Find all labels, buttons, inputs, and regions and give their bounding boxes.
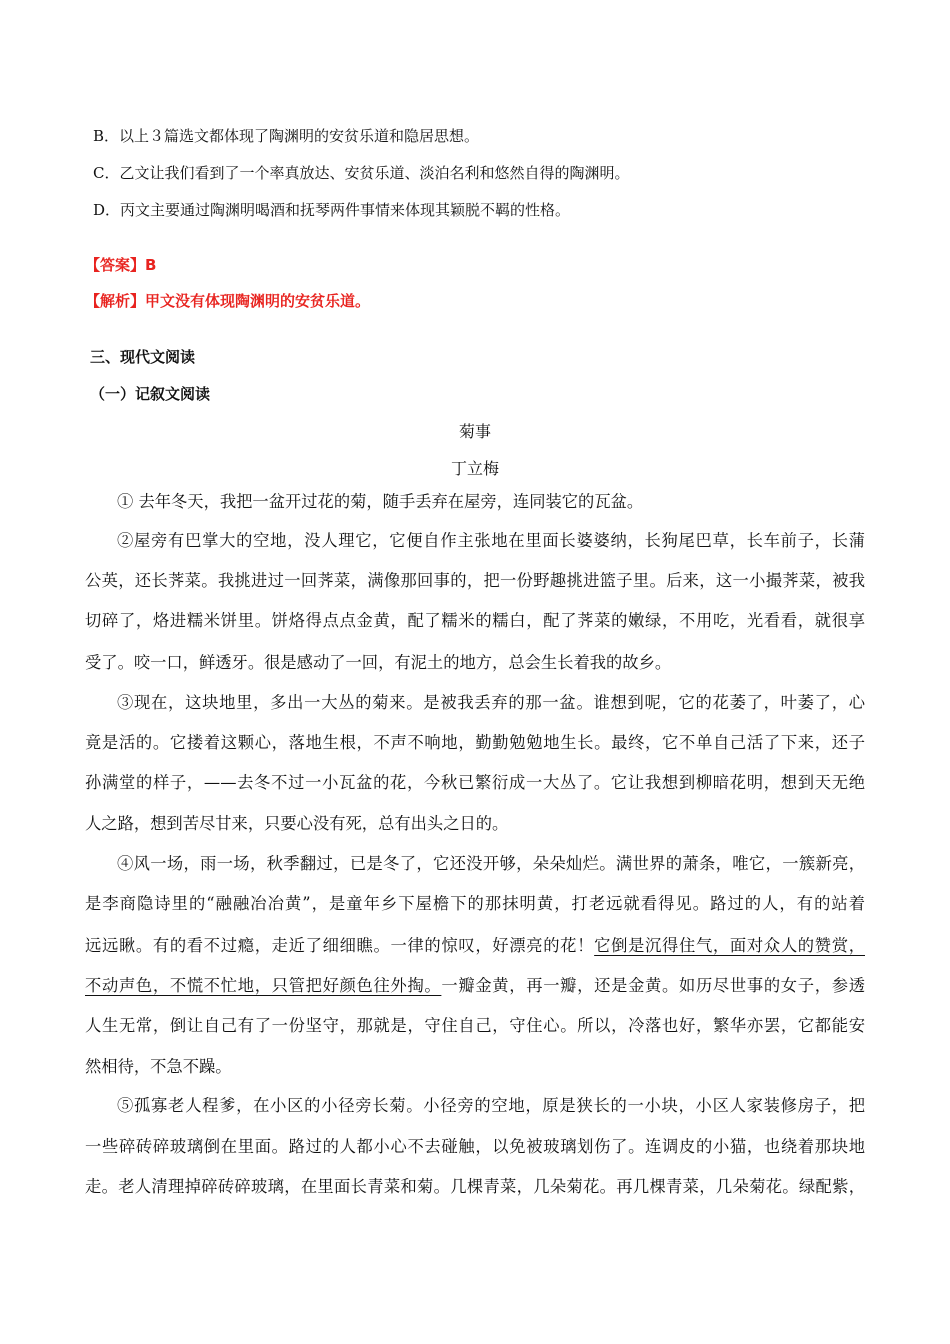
paragraph-line-with-underline xyxy=(85,935,865,957)
paragraph-line: ④风一场，雨一场，秋季翻过，已是冬了，它还没开够，朵朵灿烂。满世界的萧条，唯它，一簇新亮， xyxy=(117,854,865,873)
paragraph-line: 走。老人清理掉碎砖碎玻璃，在里面长青菜和菊。几棵青菜，几朵菊花。再几棵青菜，几朵菊花。绿配紫， xyxy=(85,1177,865,1196)
paragraph-line: 人之路，想到苦尽甘来，只要心没有死，总有出头之日的。 xyxy=(85,814,509,833)
option-c: C．乙文让我们看到了一个率真放达、安贫乐道、淡泊名利和悠然自得的陶渊明。 xyxy=(93,164,630,182)
paragraph-line: ③现在，这块地里，多出一大丛的菊来。是被我丢弃的那一盆。谁想到呢，它的花萎了，叶萎了，心 xyxy=(117,693,865,712)
analysis-label: 【解析】 xyxy=(85,292,146,310)
line-text: 一瓣金黄，再一瓣，还是金黄。如历尽世事的女子，参透 xyxy=(441,976,865,995)
paragraph-line: 是李商隐诗里的“融融冶冶黄”，是童年乡下屋檐下的那抹明黄，打老远就看得见。路过的人，有的站着 xyxy=(85,894,865,913)
answer-value: B xyxy=(145,256,157,274)
paragraph-line: ① 去年冬天，我把一盆开过花的菊，随手丢弃在屋旁，连同装它的瓦盆。 xyxy=(117,492,644,511)
paragraph-line: 孙满堂的样子，——去冬不过一小瓦盆的花，今秋已繁衍成一大丛了。它让我想到柳暗花明，想到天无绝 xyxy=(85,773,865,792)
article-title: 菊事 xyxy=(458,422,491,441)
paragraph-line-with-underline xyxy=(85,975,865,997)
paragraph-line: 一些碎砖碎玻璃倒在里面。路过的人都小心不去碰触，以免被玻璃划伤了。连调皮的小猫，也绕着那块地 xyxy=(85,1137,865,1156)
paragraph-line: 受了。咬一口，鲜透牙。很是感动了一回，有泥土的地方，总会生长着我的故乡。 xyxy=(85,653,672,672)
line-text: 远远瞅。有的看不过瘾，走近了细细瞧。一律的惊叹，好漂亮的花！ xyxy=(85,936,595,955)
paragraph-line: 公英，还长荠菜。我挑进过一回荠菜，满像那回事的，把一份野趣挑进篮子里。后来，这一小撮荠菜，被我 xyxy=(85,571,865,590)
option-d: D．丙文主要通过陶渊明喝酒和抚琴两件事情来体现其颖脱不羁的性格。 xyxy=(93,201,571,219)
analysis-line xyxy=(85,290,370,311)
analysis-text: 甲文没有体现陶渊明的安贫乐道。 xyxy=(145,292,371,310)
paragraph-line: ⑤孤寡老人程爹，在小区的小径旁长菊。小径旁的空地，原是狭长的一小块，小区人家装修房子，把 xyxy=(117,1096,865,1115)
paragraph-line: ②屋旁有巴掌大的空地，没人理它，它便自作主张地在里面长婆婆纳，长狗尾巴草，长车前子，长蒲 xyxy=(117,531,865,550)
underlined-sentence: 它倒是沉得住气，面对众人的赞赏， xyxy=(594,936,865,955)
underlined-sentence: 不动声色，不慌不忙地，只管把好颜色往外掏。 xyxy=(85,976,442,995)
answer-label: 【答案】 xyxy=(85,256,146,274)
paragraph-line: 切碎了，烙进糯米饼里。饼烙得点点金黄，配了糯米的糯白，配了荠菜的嫩绿，不用吃，光看看，就很享 xyxy=(85,611,865,630)
paragraph-line: 竟是活的。它搂着这颗心，落地生根，不声不响地，勤勤勉勉地生长。最终，它不单自己活了下来，还子 xyxy=(85,733,865,752)
section-subtitle: （一）记叙文阅读 xyxy=(90,385,211,403)
option-b: B．以上３篇选文都体现了陶渊明的安贫乐道和隐居思想。 xyxy=(93,127,480,145)
article-author: 丁立梅 xyxy=(450,459,499,478)
paragraph-line: 人生无常，倒让自己有了一份坚守，那就是，守住自己，守住心。所以，冷落也好，繁华亦罢，它都能安 xyxy=(85,1016,865,1035)
section-title: 三、现代文阅读 xyxy=(90,348,196,366)
answer-line xyxy=(85,254,156,275)
paragraph-line: 然相待，不急不躁。 xyxy=(85,1057,232,1076)
